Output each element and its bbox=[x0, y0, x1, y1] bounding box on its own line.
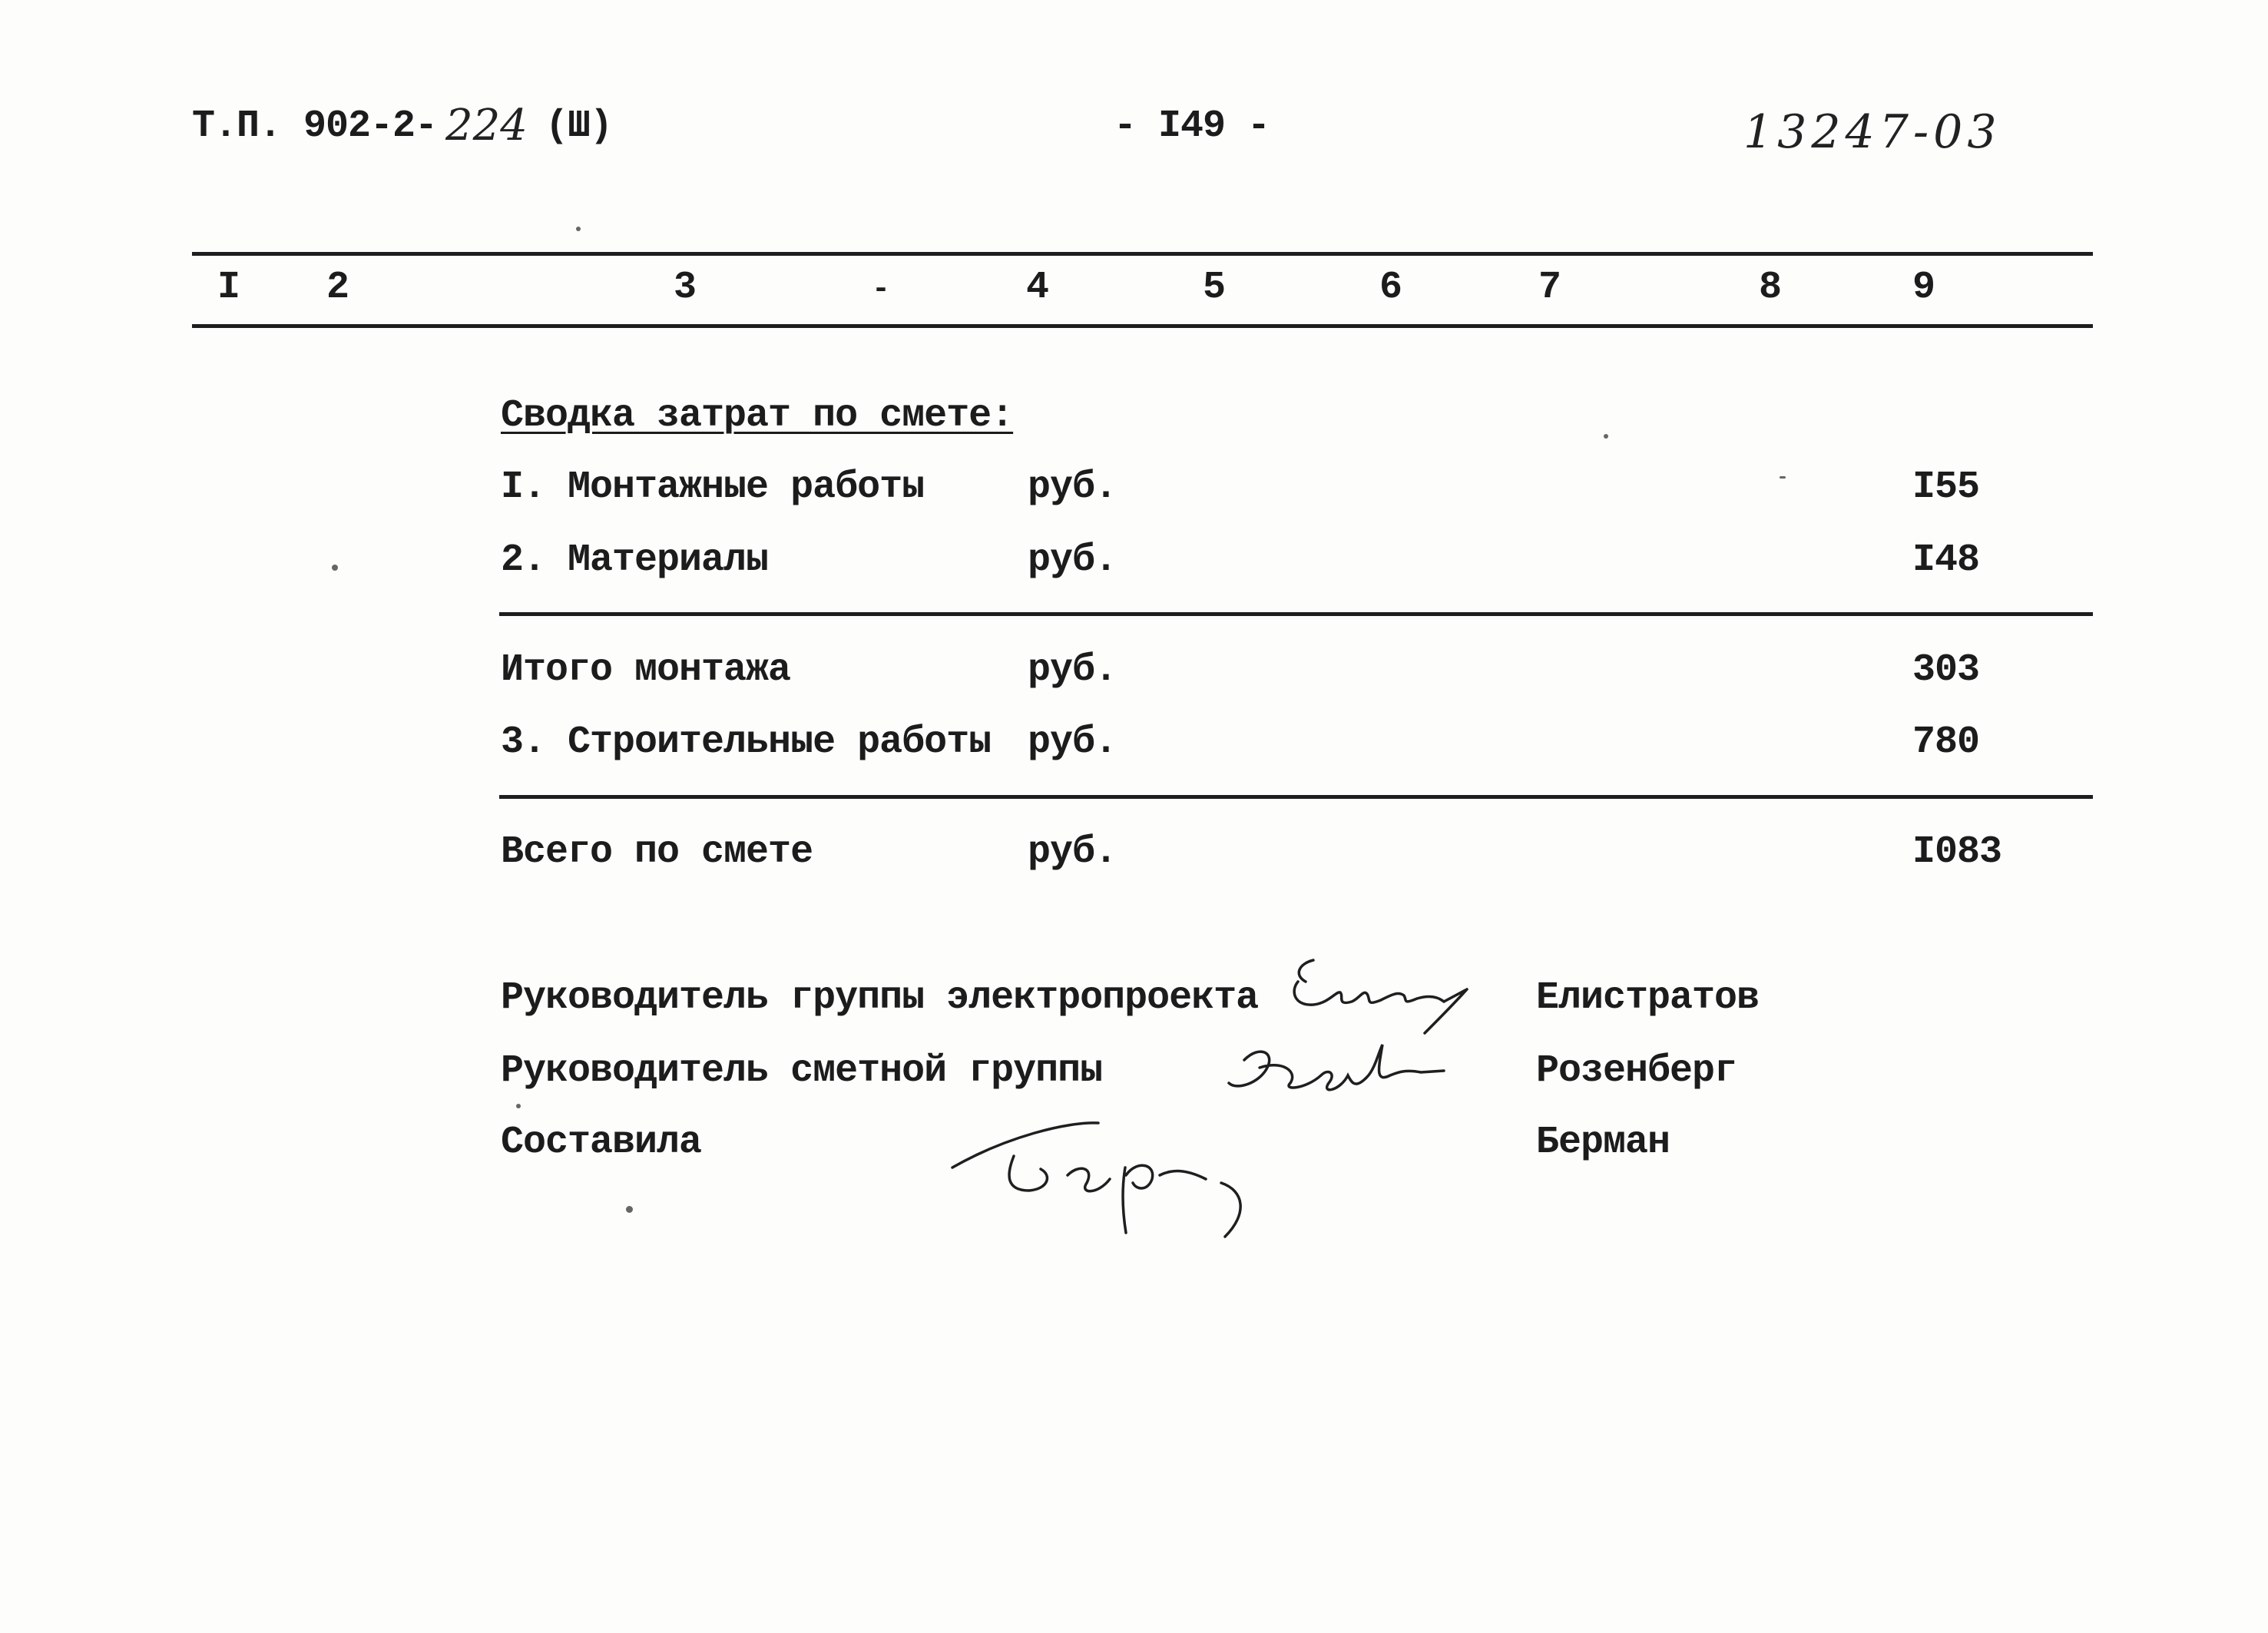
total-value: I083 bbox=[1912, 830, 2002, 874]
column-number-2: 2 bbox=[326, 266, 349, 310]
construction-label: 3. Строительные работы bbox=[501, 720, 992, 764]
column-number-6: 6 bbox=[1379, 266, 1402, 310]
row-2-unit: руб. bbox=[1028, 538, 1117, 582]
column-number-3: 3 bbox=[674, 266, 697, 310]
scan-speck bbox=[516, 1104, 521, 1108]
row-1-unit: руб. bbox=[1028, 465, 1117, 509]
column-number-1: I bbox=[217, 266, 240, 310]
scan-speck bbox=[1780, 476, 1786, 479]
construction-value: 780 bbox=[1912, 720, 1980, 764]
signature-name-1: Елистратов bbox=[1536, 976, 1760, 1020]
signature-role-1: Руководитель группы электропроекта bbox=[501, 976, 1259, 1020]
scan-speck bbox=[1604, 434, 1608, 439]
total-rule bbox=[499, 795, 2093, 799]
column-number-9: 9 bbox=[1912, 266, 1935, 310]
subtotal-value: 303 bbox=[1912, 648, 1980, 692]
column-number-4: 4 bbox=[1026, 266, 1049, 310]
row-2-value: I48 bbox=[1912, 538, 1980, 582]
project-suffix: (Ш) bbox=[545, 104, 613, 148]
total-unit: руб. bbox=[1028, 830, 1117, 874]
column-number-8: 8 bbox=[1759, 266, 1782, 310]
scan-speck bbox=[332, 565, 338, 571]
construction-unit: руб. bbox=[1028, 720, 1117, 764]
signature-role-2: Руководитель сметной группы bbox=[501, 1049, 1103, 1093]
subtotal-label: Итого монтажа bbox=[501, 648, 791, 692]
signature-role-3: Составила bbox=[501, 1121, 702, 1164]
table-header-rule bbox=[192, 324, 2093, 328]
column-number-5: 5 bbox=[1203, 266, 1226, 310]
handwritten-signature-2 bbox=[1213, 1029, 1459, 1114]
project-hand-number: 224 bbox=[445, 101, 528, 151]
signature-name-2: Розенберг bbox=[1536, 1049, 1737, 1093]
summary-title: Сводка затрат по смете: bbox=[501, 394, 1014, 438]
row-1-value: I55 bbox=[1912, 465, 1980, 509]
column-number-dash: - bbox=[872, 273, 890, 307]
archive-number: 13247-03 bbox=[1743, 105, 2001, 159]
column-number-7: 7 bbox=[1538, 266, 1561, 310]
subtotal-rule bbox=[499, 612, 2093, 616]
table-top-rule bbox=[192, 252, 2093, 256]
scan-speck bbox=[576, 227, 581, 231]
handwritten-signature-3 bbox=[945, 1106, 1267, 1244]
page-number: - I49 - bbox=[1114, 104, 1270, 148]
row-2-label: 2. Материалы bbox=[501, 538, 769, 582]
row-1-label: I. Монтажные работы bbox=[501, 465, 925, 509]
subtotal-unit: руб. bbox=[1028, 648, 1117, 692]
project-prefix: Т.П. 902-2- bbox=[192, 104, 438, 148]
scan-speck bbox=[626, 1206, 633, 1213]
signature-name-3: Берман bbox=[1536, 1121, 1670, 1164]
total-label: Всего по смете bbox=[501, 830, 813, 874]
